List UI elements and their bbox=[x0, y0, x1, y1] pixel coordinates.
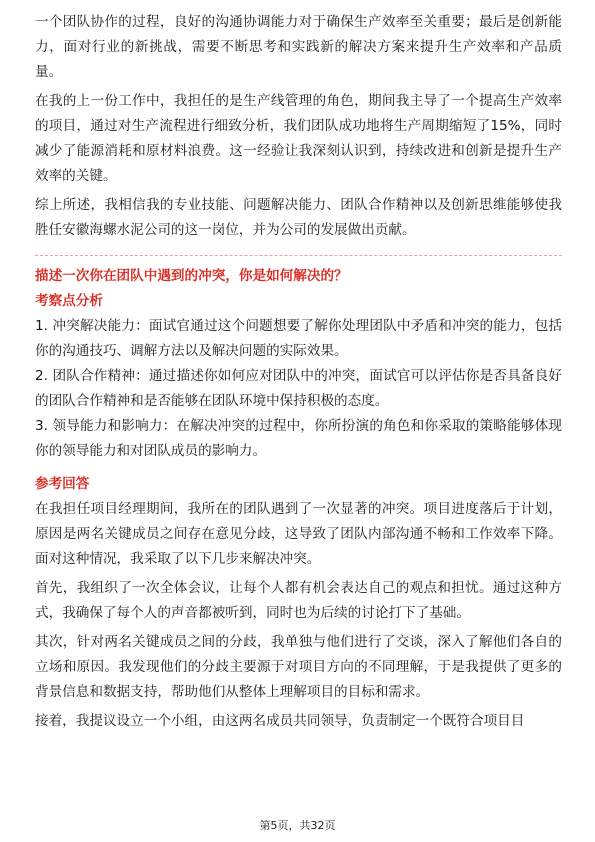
answer-heading: 参考回答 bbox=[35, 476, 90, 492]
document-page bbox=[35, 10, 562, 734]
question-title: 描述一次你在团队中遇到的冲突，你是如何解决的？ bbox=[35, 268, 348, 284]
intro-paragraph-3: 综上所述，我相信我的专业技能、问题解决能力、团队合作精神以及创新思维能够使我胜任安徽海螺水泥公司的这一岗位，并为公司的发展做出贡献。 bbox=[35, 197, 562, 238]
answer-paragraph-1: 在我担任项目经理期间，我所在的团队遇到了一次显著的冲突。项目进度落后于计划，原因是两名关键成员之间存在意见分歧，这导致了团队内部沟通不畅和工作效率下降。面对这种情况，我采取了以下几步来解决冲突。 bbox=[35, 501, 562, 567]
intro-paragraph-1: 一个团队协作的过程，良好的沟通协调能力对于确保生产效率至关重要；最后是创新能力，面对行业的新挑战，需要不断思考和实践新的解决方案来提升生产效率和产品质量。 bbox=[35, 14, 562, 80]
analysis-item-1: 1. 冲突解决能力：面试官通过这个问题想要了解你处理团队中矛盾和冲突的能力，包括你的沟通技巧、调解方法以及解决问题的实际效果。 bbox=[35, 318, 562, 359]
answer-paragraph-3: 其次，针对两名关键成员之间的分歧，我单独与他们进行了交谈，深入了解他们各自的立场和原因。我发现他们的分歧主要源于对项目方向的不同理解，于是我提供了更多的背景信息和数据支持，帮助他们从整体上理解项目的目标和需求。 bbox=[35, 634, 562, 700]
answer-paragraph-4: 接着，我提议设立一个小组，由这两名成员共同领导，负责制定一个既符合项目目 bbox=[35, 713, 525, 729]
section-divider bbox=[35, 255, 562, 256]
analysis-item-3: 3. 领导能力和影响力：在解决冲突的过程中，你所扮演的角色和你采取的策略能够体现你的领导能力和对团队成员的影响力。 bbox=[35, 418, 562, 459]
analysis-item-2: 2. 团队合作精神：通过描述你如何应对团队中的冲突，面试官可以评估你是否具备良好的团队合作精神和是否能够在团队环境中保持积极的态度。 bbox=[35, 368, 562, 409]
answer-paragraph-2: 首先，我组织了一次全体会议，让每个人都有机会表达自己的观点和担忧。通过这种方式，我确保了每个人的声音都被听到，同时也为后续的讨论打下了基础。 bbox=[35, 580, 562, 621]
page-footer: 第5页，共32页 bbox=[259, 819, 336, 832]
analysis-heading: 考察点分析 bbox=[35, 293, 103, 309]
intro-paragraph-2: 在我的上一份工作中，我担任的是生产线管理的角色，期间我主导了一个提高生产效率的项目，通过对生产流程进行细致分析，我们团队成功地将生产周期缩短了15%，同时减少了能源消耗和原材料浪费。这一经验让我深刻认识到，持续改进和创新是提升生产效率的关键。 bbox=[35, 93, 562, 184]
